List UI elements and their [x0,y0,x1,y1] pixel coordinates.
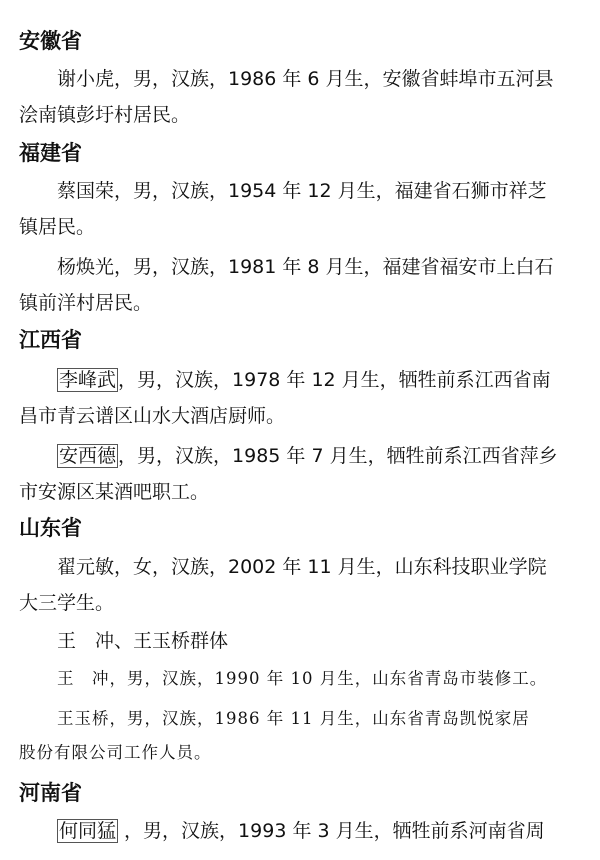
boxed-name: 安西德 [59,445,117,467]
boxed-name: 何同猛 [59,820,117,842]
section-heading-jiangxi: 江西省 [19,327,82,352]
group-title: 王 冲、王玉桥群体 [57,630,229,652]
section-heading-fujian: 福建省 [19,140,82,165]
entry-li-fengwu [19,362,589,434]
entry-line: 杨焕光，男，汉族，1981 年 8 月生，福建省福安市上白石 [57,256,554,278]
entry-line: 镇居民。 [19,216,96,238]
entry-yang-huanguang [19,249,589,321]
entry-he-tongmeng [19,813,589,849]
entry-line: 大三学生。 [19,592,115,614]
entry-line: 昌市青云谱区山水大酒店厨师。 [19,405,286,427]
entry-line: 浍南镇彭圩村居民。 [19,104,191,126]
entry-line: 翟元敏，女，汉族，2002 年 11 月生，山东科技职业学院 [57,556,547,578]
entry-line: ，男，汉族，1978 年 12 月生，牺牲前系江西省南 [118,369,551,391]
group-member-wang-chong [19,662,589,696]
entry-an-xide [19,438,589,510]
entry-line: ，男，汉族，1985 年 7 月生，牺牲前系江西省萍乡 [118,445,558,467]
entry-line: 王玉桥，男，汉族，1986 年 11 月生，山东省青岛凯悦家居 [57,709,530,728]
entry-zhai-yuanmin [19,549,589,621]
entry-line: 谢小虎，男，汉族，1986 年 6 月生，安徽省蚌埠市五河县 [57,68,554,90]
entry-line: 镇前洋村居民。 [19,292,153,314]
entry-xie-xiaohu [19,61,589,133]
section-heading-anhui: 安徽省 [19,28,82,53]
entry-line: 股份有限公司工作人员。 [19,743,212,762]
entry-cai-guorong [19,173,589,245]
group-member-wang-yuqiao [19,702,589,770]
entry-line: 王 冲，男，汉族，1990 年 10 月生，山东省青岛市装修工。 [57,669,548,688]
entry-line: 市安源区某酒吧职工。 [19,481,210,503]
section-heading-shandong: 山东省 [19,515,82,540]
boxed-name: 李峰武 [59,369,117,391]
entry-line: 蔡国荣，男，汉族，1954 年 12 月生，福建省石狮市祥芝 [57,180,547,202]
entry-line: ，男，汉族，1993 年 3 月生，牺牲前系河南省周 [118,820,545,842]
section-heading-henan: 河南省 [19,780,82,805]
